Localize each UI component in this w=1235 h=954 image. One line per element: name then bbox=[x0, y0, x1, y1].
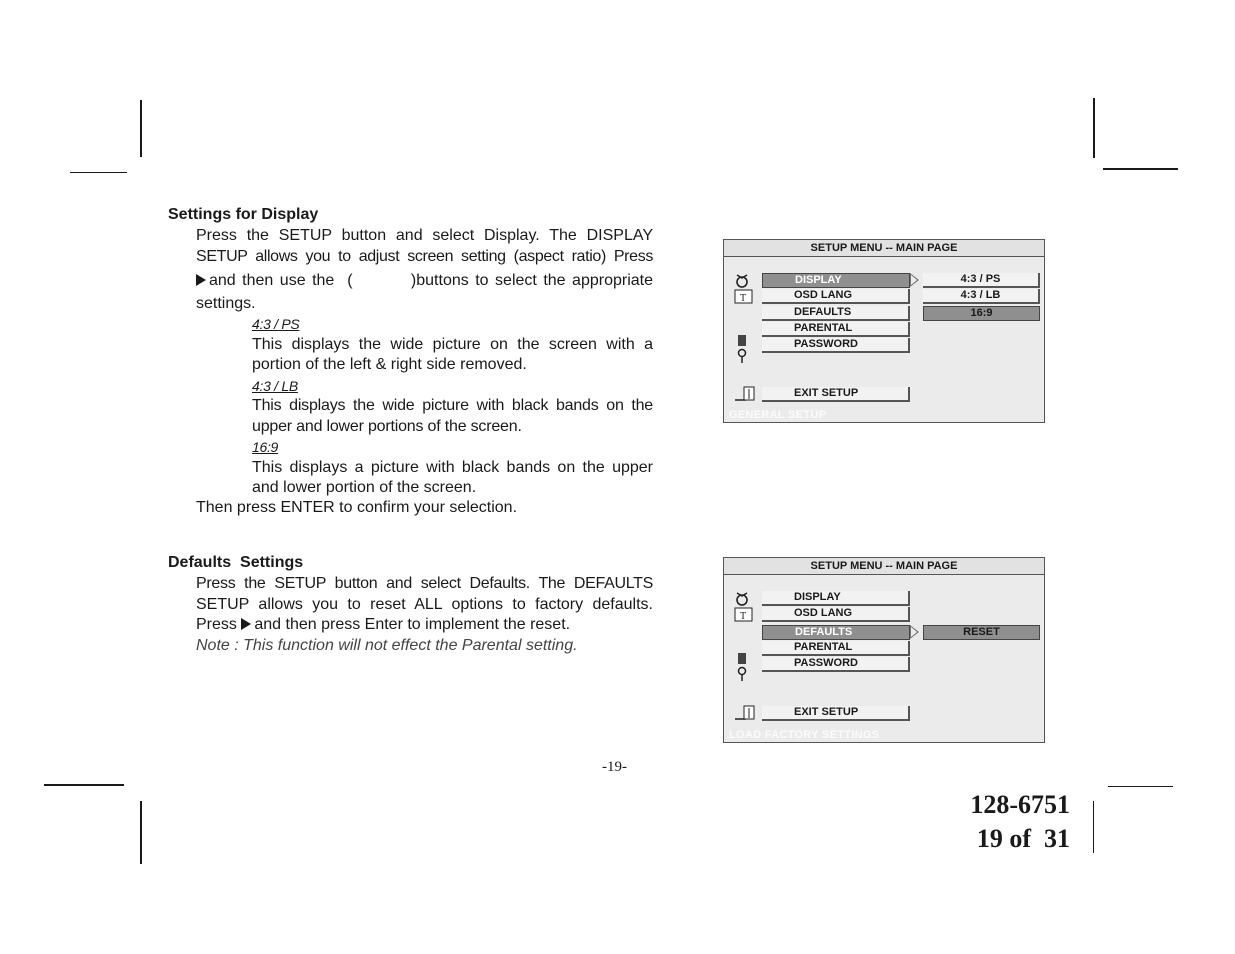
exit-icon bbox=[734, 705, 756, 721]
menu-footer: LOAD FACTORY SETTINGS bbox=[729, 729, 880, 741]
defaults-line: and then press Enter to implement the reset. bbox=[254, 616, 571, 633]
setup-menu-defaults bbox=[723, 557, 1045, 743]
crop-mark bbox=[44, 784, 124, 786]
speaker-icon bbox=[734, 590, 750, 606]
submenu-item-reset[interactable]: RESET bbox=[923, 625, 1040, 640]
defaults-note: Note : This function will not effect the Parental setting. bbox=[196, 636, 578, 654]
text-icon bbox=[734, 289, 754, 305]
key-icon bbox=[734, 653, 750, 681]
menu-item-parental[interactable]: PARENTAL bbox=[762, 322, 910, 337]
crop-mark bbox=[1093, 98, 1095, 158]
menu-item-osd-lang[interactable]: OSD LANG bbox=[762, 289, 910, 304]
menu-title: SETUP MENU -- MAIN PAGE bbox=[724, 558, 1044, 575]
display-intro-line: SETUP allows you to adjust screen setting (aspect ratio) Press bbox=[196, 247, 653, 265]
crop-mark bbox=[1103, 168, 1178, 170]
page-number: -19- bbox=[602, 759, 627, 775]
defaults-body bbox=[196, 574, 653, 656]
crop-mark bbox=[70, 172, 127, 173]
crop-mark bbox=[1108, 786, 1173, 787]
defaults-line: Press the SETUP button and select Defaults. The DEFAULTS bbox=[196, 575, 653, 592]
submenu-item-4-3-lb[interactable]: 4:3 / LB bbox=[923, 289, 1040, 304]
submenu-item-16-9[interactable]: 16:9 bbox=[923, 306, 1040, 321]
menu-footer: GENERAL SETUP bbox=[729, 409, 827, 421]
menu-item-osd-lang[interactable]: OSD LANG bbox=[762, 607, 910, 622]
option-description: This displays the wide picture on the screen with a portion of the left & right side removed. bbox=[252, 335, 653, 373]
option-name: 4:3 / LB bbox=[252, 377, 298, 394]
menu-title: SETUP MENU -- MAIN PAGE bbox=[724, 240, 1044, 257]
option-description: This displays a picture with black bands on the upper and lower portion of the screen. bbox=[252, 458, 653, 496]
submenu-item-4-3-ps[interactable]: 4:3 / PS bbox=[923, 273, 1040, 288]
option-name: 4:3 / PS bbox=[252, 316, 300, 332]
display-intro-line-arrow bbox=[196, 271, 653, 292]
submenu-arrow-icon bbox=[910, 625, 919, 639]
menu-item-exit-setup[interactable]: EXIT SETUP bbox=[762, 706, 910, 721]
menu-item-display[interactable]: DISPLAY bbox=[762, 591, 910, 606]
display-options bbox=[252, 314, 653, 499]
press-word: Press bbox=[196, 616, 237, 633]
defaults-line-arrow bbox=[196, 615, 653, 636]
speaker-icon bbox=[734, 272, 750, 288]
svg-text:T: T bbox=[740, 293, 747, 304]
setup-menu-display bbox=[723, 239, 1045, 423]
document-number: 128-6751 bbox=[970, 790, 1070, 819]
defaults-settings-heading: Defaults Settings bbox=[168, 554, 304, 571]
menu-item-defaults[interactable]: DEFAULTS bbox=[762, 625, 910, 640]
exit-icon bbox=[734, 386, 756, 402]
crop-mark bbox=[1093, 801, 1094, 853]
display-outro: Then press ENTER to confirm your selection. bbox=[196, 499, 518, 516]
option-name: 16:9 bbox=[252, 439, 279, 455]
option-description: This displays the wide picture with black bands on the upper and lower portions of the screen. bbox=[252, 397, 653, 435]
submenu-arrow-icon bbox=[910, 273, 919, 287]
display-intro-line: and then use the ( )buttons to select the appropriate bbox=[209, 272, 653, 289]
document-page-count: 19 of 31 bbox=[976, 824, 1070, 853]
document-id bbox=[930, 788, 1070, 856]
right-arrow-icon bbox=[241, 618, 251, 630]
key-icon bbox=[734, 335, 750, 363]
right-arrow-icon bbox=[196, 274, 206, 286]
crop-mark bbox=[140, 100, 142, 157]
menu-item-parental[interactable]: PARENTAL bbox=[762, 641, 910, 656]
menu-item-display[interactable]: DISPLAY bbox=[762, 273, 910, 288]
defaults-line: SETUP allows you to reset ALL options to factory defaults. bbox=[196, 595, 653, 613]
menu-item-password[interactable]: PASSWORD bbox=[762, 657, 910, 672]
display-intro bbox=[196, 226, 653, 314]
display-intro-line: Press the SETUP button and select Display. The DISPLAY bbox=[196, 227, 653, 244]
display-settings-heading: Settings for Display bbox=[168, 206, 319, 223]
menu-item-defaults[interactable]: DEFAULTS bbox=[762, 306, 910, 321]
text-icon bbox=[734, 607, 754, 623]
crop-mark bbox=[140, 801, 142, 864]
menu-item-exit-setup[interactable]: EXIT SETUP bbox=[762, 387, 910, 402]
display-intro-line: settings. bbox=[196, 294, 256, 312]
menu-item-password[interactable]: PASSWORD bbox=[762, 338, 910, 353]
svg-text:T: T bbox=[740, 611, 747, 622]
